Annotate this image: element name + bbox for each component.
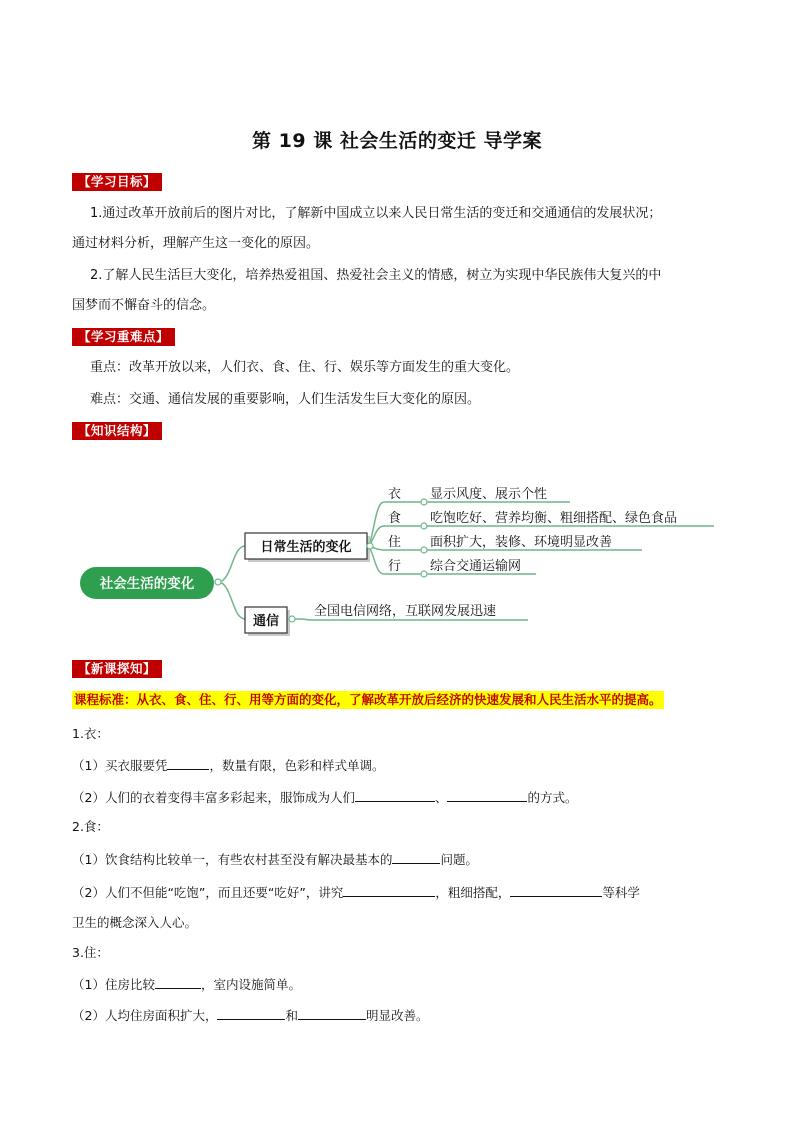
key-difficulty: 难点：交通、通信发展的重要影响，人们生活发生巨大变化的原因。 <box>90 392 481 407</box>
leaf-text: 综合交通运输网 <box>430 559 522 574</box>
node-dot <box>289 616 295 622</box>
question-clothing-1 <box>72 756 384 775</box>
answer-blank[interactable] <box>447 788 527 802</box>
question-text: （2）人们不但能“吃饱”，而且还要“吃好”，讲究 <box>72 885 344 900</box>
question-text: 和 <box>285 1008 298 1023</box>
connector-root-daily <box>218 546 245 582</box>
question-text: （1）住房比较 <box>72 977 155 992</box>
question-food-2-cont: 卫生的概念深入人心。 <box>72 915 198 930</box>
section-heading-clothing: 1.衣： <box>72 726 109 741</box>
mindmap-comm-text: 全国电信网络，互联网发展迅速 <box>314 604 497 619</box>
answer-blank[interactable] <box>343 883 435 897</box>
question-food-2 <box>72 883 640 902</box>
leaf-key: 衣 <box>388 487 402 502</box>
goal-1-line-2: 通过材料分析，理解产生这一变化的原因。 <box>72 236 320 251</box>
question-clothing-2 <box>72 788 578 807</box>
mindmap-branch-comm-label: 通信 <box>252 614 280 629</box>
leaf-key: 住 <box>388 535 402 550</box>
question-food-1 <box>72 850 478 869</box>
node-dot <box>421 523 427 529</box>
answer-blank[interactable] <box>298 1006 366 1020</box>
page-title: 第 19 课 社会生活的变迁 导学案 <box>252 130 542 152</box>
question-text: 、 <box>434 790 448 805</box>
answer-blank[interactable] <box>167 756 209 770</box>
leaf-text: 吃饱吃好、营养均衡、粗细搭配、绿色食品 <box>430 511 678 526</box>
mindmap-leaf-food <box>388 510 714 529</box>
mindmap-root-label: 社会生活的变化 <box>99 576 195 592</box>
question-text: ，室内设施简单。 <box>200 977 301 992</box>
node-dot <box>421 499 427 505</box>
question-text: 的方式。 <box>527 790 578 805</box>
section-tag-structure: 【知识结构】 <box>72 422 162 440</box>
question-text: 明显改善。 <box>365 1008 429 1023</box>
answer-blank[interactable] <box>217 1006 285 1020</box>
section-tag-explore: 【新课探知】 <box>72 660 162 678</box>
question-text: ，粗细搭配， <box>435 885 511 900</box>
question-text: （2）人均住房面积扩大， <box>72 1008 218 1023</box>
question-housing-2 <box>72 1006 429 1025</box>
node-dot <box>367 543 373 549</box>
question-text: （2）人们的衣着变得丰富多彩起来，服饰成为人们 <box>72 790 355 805</box>
section-heading-housing: 3.住： <box>72 945 109 960</box>
question-text: 等科学 <box>602 885 640 900</box>
node-dot <box>421 547 427 553</box>
section-heading-food: 2.食： <box>72 819 109 834</box>
connector-root-comm <box>218 582 245 619</box>
leaf-text: 面积扩大，装修、环境明显改善 <box>430 535 613 550</box>
section-tag-key-points: 【学习重难点】 <box>72 328 175 346</box>
mindmap-branch-daily-label: 日常生活的变化 <box>260 540 352 555</box>
answer-blank[interactable] <box>355 788 435 802</box>
question-text: ，数量有限，色彩和样式单调。 <box>209 758 385 773</box>
leaf-text: 显示风度、展示个性 <box>430 487 548 502</box>
leaf-key: 行 <box>388 559 402 574</box>
question-text: 问题。 <box>440 852 478 867</box>
mindmap-leaf-housing <box>388 534 642 553</box>
goal-1-line-1: 1.通过改革开放前后的图片对比，了解新中国成立以来人民日常生活的变迁和交通通信的发展状况； <box>90 206 662 221</box>
question-text: （1）饮食结构比较单一，有些农村甚至没有解决最基本的 <box>72 852 393 867</box>
node-dot <box>421 571 427 577</box>
answer-blank[interactable] <box>392 850 440 864</box>
question-housing-1 <box>72 975 301 994</box>
curriculum-standard: 课程标准：从衣、食、住、行、用等方面的变化，了解改革开放后经济的快速发展和人民生活水平的提高。 <box>74 692 662 707</box>
node-dot <box>215 579 221 585</box>
connector-comm-text <box>295 619 528 620</box>
key-focus: 重点：改革开放以来，人们衣、食、住、行、娱乐等方面发生的重大变化。 <box>90 360 520 375</box>
goal-2-line-1: 2.了解人民生活巨大变化，培养热爱祖国、热爱社会主义的情感，树立为实现中华民族伟大复兴的中 <box>90 268 662 283</box>
answer-blank[interactable] <box>510 883 602 897</box>
goal-2-line-2: 国梦而不懈奋斗的信念。 <box>72 298 216 313</box>
section-tag-goals: 【学习目标】 <box>72 173 162 191</box>
leaf-key: 食 <box>388 511 402 526</box>
answer-blank[interactable] <box>155 975 201 989</box>
mindmap <box>0 478 794 648</box>
question-text: （1）买衣服要凭 <box>72 758 168 773</box>
